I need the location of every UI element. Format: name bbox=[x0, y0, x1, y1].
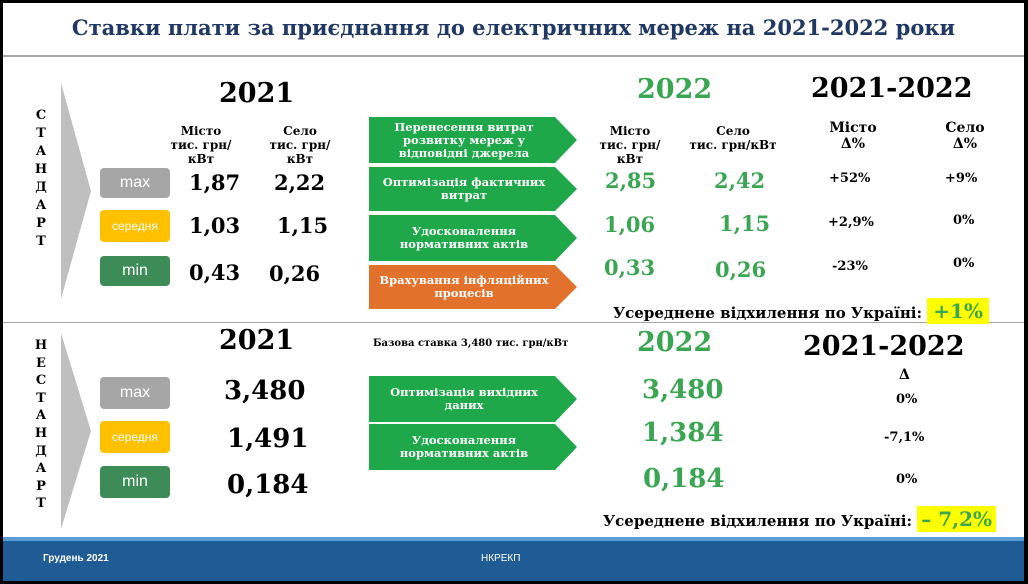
std-2021-max-village: 2,22 bbox=[274, 170, 326, 195]
nonstd-2022-min: 0,184 bbox=[643, 464, 725, 494]
std-delta-max-village: +9% bbox=[945, 171, 978, 186]
footer-date: Грудень 2021 bbox=[43, 553, 109, 564]
std-2021-avg-city: 1,03 bbox=[189, 213, 241, 238]
nonstandard-vertical-label: Н Е С Т А Н Д А Р Т bbox=[34, 338, 48, 512]
std-average-deviation: Усереднене відхилення по Україні: +1% bbox=[613, 299, 989, 323]
std-2021-min-city: 0,43 bbox=[189, 260, 241, 285]
nonstd-2022-max: 3,480 bbox=[642, 375, 724, 405]
title-divider bbox=[3, 55, 1024, 57]
nonstd-2022-avg: 1,384 bbox=[642, 418, 724, 448]
nonstd-average-value: – 7,2% bbox=[917, 506, 996, 532]
std-2021-max-city: 1,87 bbox=[189, 170, 241, 195]
nonstd-arrow-optimize-inputs: Оптимізація вихідних даних bbox=[369, 376, 577, 422]
nonstd-base-rate: Базова ставка 3,480 тис. грн/кВт bbox=[373, 338, 569, 349]
std-avg-badge: середня bbox=[100, 210, 170, 242]
nonstd-average-deviation: Усереднене відхилення по Україні: – 7,2% bbox=[603, 507, 996, 531]
std-2022-min-village: 0,26 bbox=[715, 257, 767, 282]
nonstd-2021-min: 0,184 bbox=[227, 470, 309, 500]
std-delta-min-city: -23% bbox=[832, 259, 868, 274]
std-arrow-transfer-costs: Перенесення витрат розвитку мереж у відповідні джерела bbox=[369, 117, 577, 163]
std-arrow-optimize-costs: Оптимізація фактичних витрат bbox=[369, 167, 577, 211]
std-2022-avg-city: 1,06 bbox=[604, 212, 656, 237]
standard-vertical-label: С Т А Н Д А Р Т bbox=[34, 108, 48, 249]
std-max-badge: max bbox=[100, 168, 170, 198]
std-2021-village-header: Село тис. грн/кВт bbox=[269, 124, 331, 166]
std-delta-village-header: Село Δ% bbox=[945, 120, 985, 152]
std-2022-max-city: 2,85 bbox=[605, 168, 657, 193]
std-2021-avg-village: 1,15 bbox=[277, 213, 329, 238]
nonstd-max-badge: max bbox=[100, 377, 170, 409]
std-2022-max-village: 2,42 bbox=[714, 168, 766, 193]
nonstd-2021-avg: 1,491 bbox=[227, 424, 309, 454]
nonstd-avg-badge: середня bbox=[100, 421, 170, 453]
std-delta-avg-village: 0% bbox=[953, 213, 975, 228]
std-year-range: 2021-2022 bbox=[811, 73, 973, 104]
std-2022-village-header: Село тис. грн/кВт bbox=[689, 124, 777, 152]
footer-org: НКРЕКП bbox=[481, 553, 521, 564]
nonstd-delta-avg: -7,1% bbox=[884, 430, 925, 445]
nonstd-delta-header: Δ bbox=[899, 367, 910, 383]
nonstd-min-badge: min bbox=[100, 466, 170, 498]
page-title: Ставки плати за приєднання до електричних мереж на 2021-2022 роки bbox=[71, 15, 956, 40]
slide bbox=[3, 3, 1024, 581]
std-year-2022: 2022 bbox=[637, 74, 713, 105]
std-arrow-inflation: Врахування інфляційних процесів bbox=[369, 265, 577, 309]
nonstd-delta-max: 0% bbox=[896, 392, 918, 407]
nonstd-year-2022: 2022 bbox=[637, 327, 713, 358]
std-2022-city-header: Місто тис. грн/кВт bbox=[599, 124, 661, 166]
nonstd-arrow-improve-acts: Удосконалення нормативних актів bbox=[369, 424, 577, 470]
nonstd-year-2021: 2021 bbox=[219, 325, 295, 356]
standard-chevron-icon bbox=[61, 83, 93, 299]
std-2022-min-city: 0,33 bbox=[604, 255, 656, 280]
std-delta-max-city: +52% bbox=[829, 171, 871, 186]
std-2021-min-village: 0,26 bbox=[269, 261, 321, 286]
std-arrow-improve-acts: Удосконалення нормативних актів bbox=[369, 215, 577, 261]
std-delta-avg-city: +2,9% bbox=[828, 215, 874, 230]
std-2022-avg-village: 1,15 bbox=[719, 211, 771, 236]
nonstandard-chevron-icon bbox=[61, 333, 93, 529]
nonstd-year-range: 2021-2022 bbox=[803, 331, 965, 362]
std-delta-min-village: 0% bbox=[953, 256, 975, 271]
std-year-2021: 2021 bbox=[219, 78, 295, 109]
nonstd-delta-min: 0% bbox=[896, 472, 918, 487]
std-delta-city-header: Місто Δ% bbox=[829, 120, 877, 152]
nonstd-2021-max: 3,480 bbox=[224, 376, 306, 406]
std-2021-city-header: Місто тис. грн/кВт bbox=[170, 124, 232, 166]
std-min-badge: min bbox=[100, 256, 170, 286]
std-average-value: +1% bbox=[927, 298, 989, 324]
